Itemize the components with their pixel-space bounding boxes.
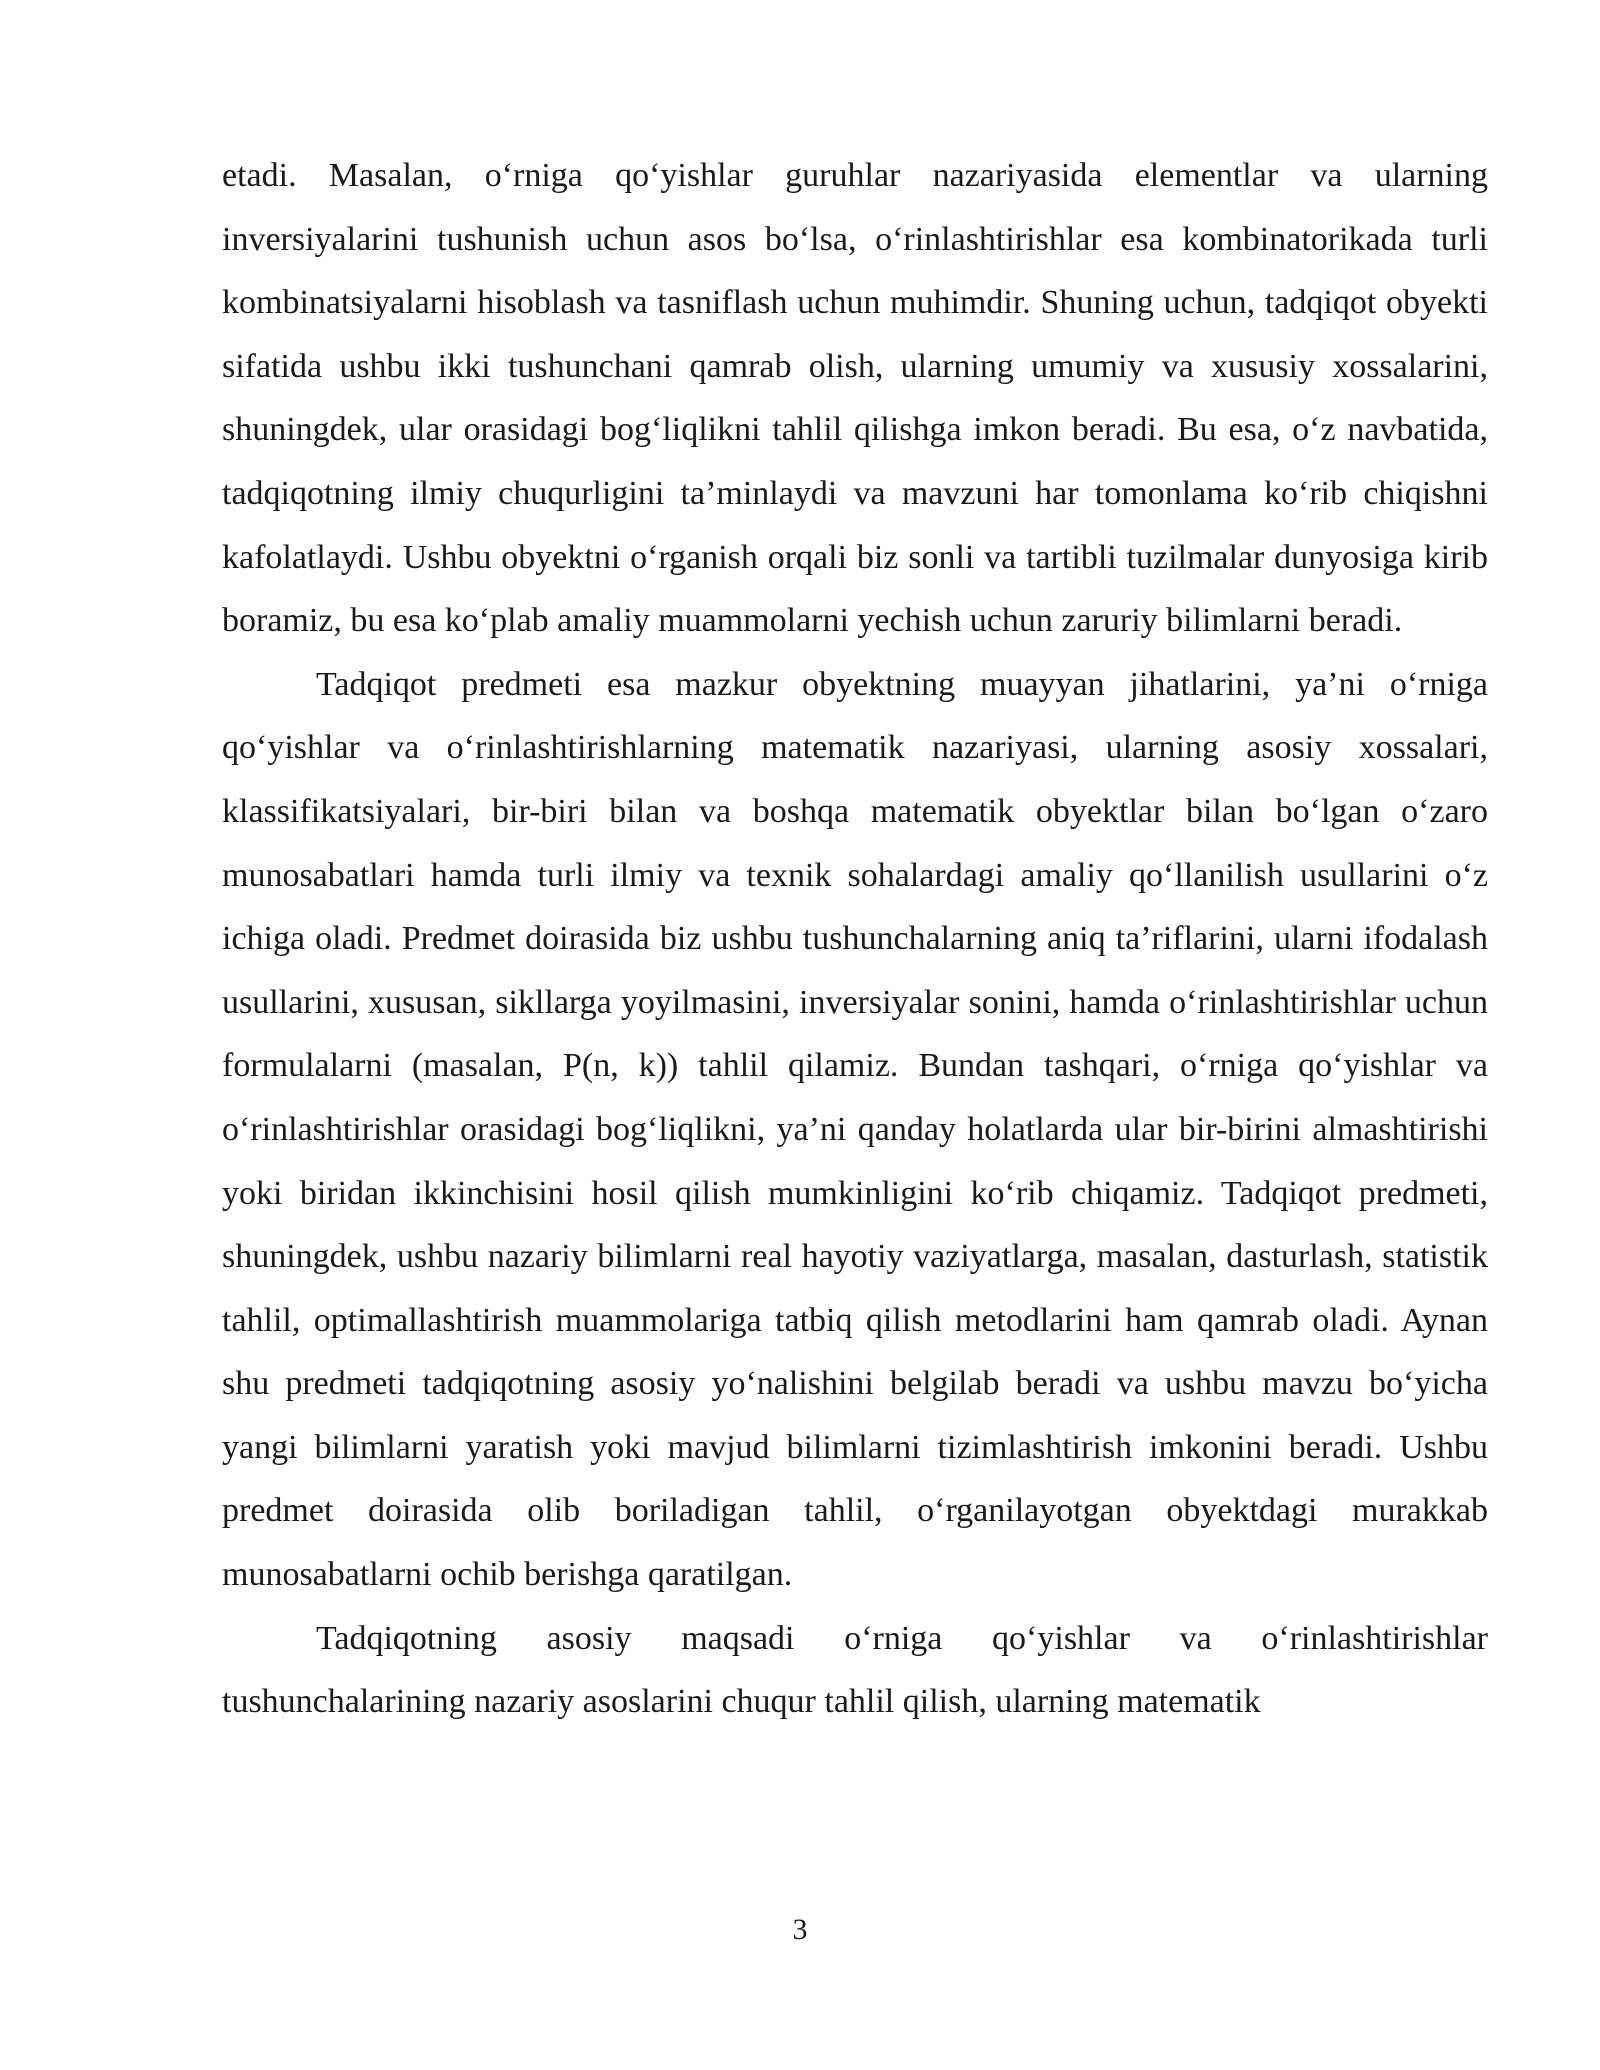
paragraph-research-goal: Tadqiqotning asosiy maqsadi o‘rniga qo‘yishlar va o‘rinlashtirishlar tushunchalarining nazariy asoslarini chuqur tahlil qilish, ularning matematik [222, 1619, 1488, 1721]
document-body [222, 144, 1488, 1734]
paragraph-continuation: etadi. Masalan, o‘rniga qo‘yishlar guruhlar nazariyasida elementlar va ularning inversiyalarini tushunish uchun asos bo‘lsa, o‘rinlashtirishlar esa kombinatorikada turli kombinatsiyalarni hisoblash va tasniflash uchun muhimdir. Shuning uchun, tadqiqot obyekti sifatida ushbu ikki tushunchani qamrab olish, ularning umumiy va xususiy xossalarini, shuningdek, ular orasidagi bog‘liqlikni tahlil qilishga imkon beradi. Bu esa, o‘z navbatida, tadqiqotning ilmiy chuqurligini ta’minlaydi va mavzuni har tomonlama ko‘rib chiqishni kafolatlaydi. Ushbu obyektni o‘rganish orqali biz sonli va tartibli tuzilmalar dunyosiga kirib boramiz, bu esa ko‘plab amaliy muammolarni yechish uchun zaruriy bilimlarni beradi. [222, 157, 1488, 640]
paragraph-research-subject: Tadqiqot predmeti esa mazkur obyektning muayyan jihatlarini, ya’ni o‘rniga qo‘yishlar va o‘rinlashtirishlarning matematik nazariyasi, ularning asosiy xossalari, klassifikatsiyalari, bir-biri bilan va boshqa matematik obyektlar bilan bo‘lgan o‘zaro munosabatlari hamda turli ilmiy va texnik sohalardagi amaliy qo‘llanilish usullarini o‘z ichiga oladi. Predmet doirasida biz ushbu tushunchalarning aniq ta’riflarini, ularni ifodalash usullarini, xususan, sikllarga yoyilmasini, inversiyalar sonini, hamda o‘rinlashtirishlar uchun formulalarni (masalan, P(n, k)) tahlil qilamiz. Bundan tashqari, o‘rniga qo‘yishlar va o‘rinlashtirishlar orasidagi bog‘liqlikni, ya’ni qanday holatlarda ular bir-birini almashtirishi yoki biridan ikkinchisini hosil qilish mumkinligini ko‘rib chiqamiz. Tadqiqot predmeti, shuningdek, ushbu nazariy bilimlarni real hayotiy vaziyatlarga, masalan, dasturlash, statistik tahlil, optimallashtirish muammolariga tatbiq qilish metodlarini ham qamrab oladi. Aynan shu predmeti tadqiqotning asosiy yo‘nalishini belgilab beradi va ushbu mavzu bo‘yicha yangi bilimlarni yaratish yoki mavjud bilimlarni tizimlashtirish imkonini beradi. Ushbu predmet doirasida olib boriladigan tahlil, o‘rganilayotgan obyektdagi murakkab munosabatlarni ochib berishga qaratilgan. [222, 665, 1488, 1594]
page-number: 3 [792, 1913, 808, 1946]
